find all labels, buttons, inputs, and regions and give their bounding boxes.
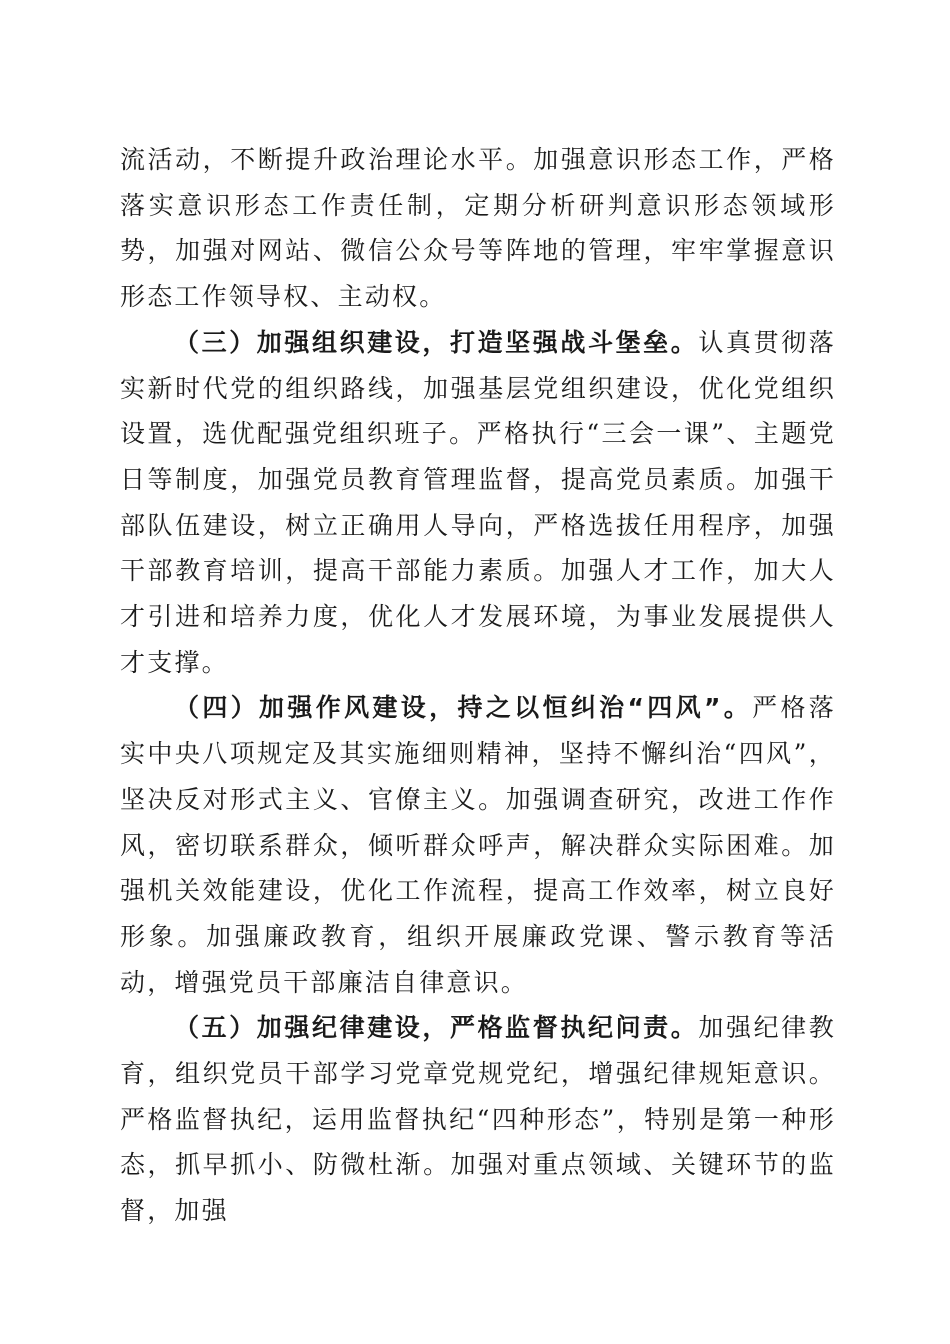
document-page <box>120 137 836 1234</box>
paragraph-section-3 <box>120 320 836 686</box>
paragraph-continuation <box>120 137 836 320</box>
paragraph-body: 加强纪律教育，组织党员干部学习党章党规党纪，增强纪律规矩意识。严格监督执纪，运用监督执纪“四种形态”，特别是第一种形态，抓早抓小、防微杜渐。加强对重点领域、关键环节的监督，加强 <box>120 1013 836 1226</box>
paragraph-section-4 <box>120 685 836 1005</box>
section-heading: （五）加强纪律建设，严格监督执纪问责。 <box>174 1013 699 1043</box>
section-heading: （三）加强组织建设，打造坚强战斗堡垒。 <box>174 327 699 357</box>
paragraph-body: 认真贯彻落实新时代党的组织路线，加强基层党组织建设，优化党组织设置，选优配强党组织班子。严格执行“三会一课”、主题党日等制度，加强党员教育管理监督，提高党员素质。加强干部队伍建设，树立正确用人导向，严格选拔任用程序，加强干部教育培训，提高干部能力素质。加强人才工作，加大人才引进和培养力度，优化人才发展环境，为事业发展提供人才支撑。 <box>120 327 836 677</box>
paragraph-body: 流活动，不断提升政治理论水平。加强意识形态工作，严格落实意识形态工作责任制，定期分析研判意识形态领域形势，加强对网站、微信公众号等阵地的管理，牢牢掌握意识形态工作领导权、主动权。 <box>120 145 836 312</box>
paragraph-body: 严格落实中央八项规定及其实施细则精神，坚持不懈纠治“四风”，坚决反对形式主义、官僚主义。加强调查研究，改进工作作风，密切联系群众，倾听群众呼声，解决群众实际困难。加强机关效能建设，优化工作流程，提高工作效率，树立良好形象。加强廉政教育，组织开展廉政党课、警示教育等活动，增强党员干部廉洁自律意识。 <box>120 693 836 997</box>
paragraph-section-5 <box>120 1005 836 1234</box>
section-heading: （四）加强作风建设，持之以恒纠治“四风”。 <box>174 693 753 723</box>
